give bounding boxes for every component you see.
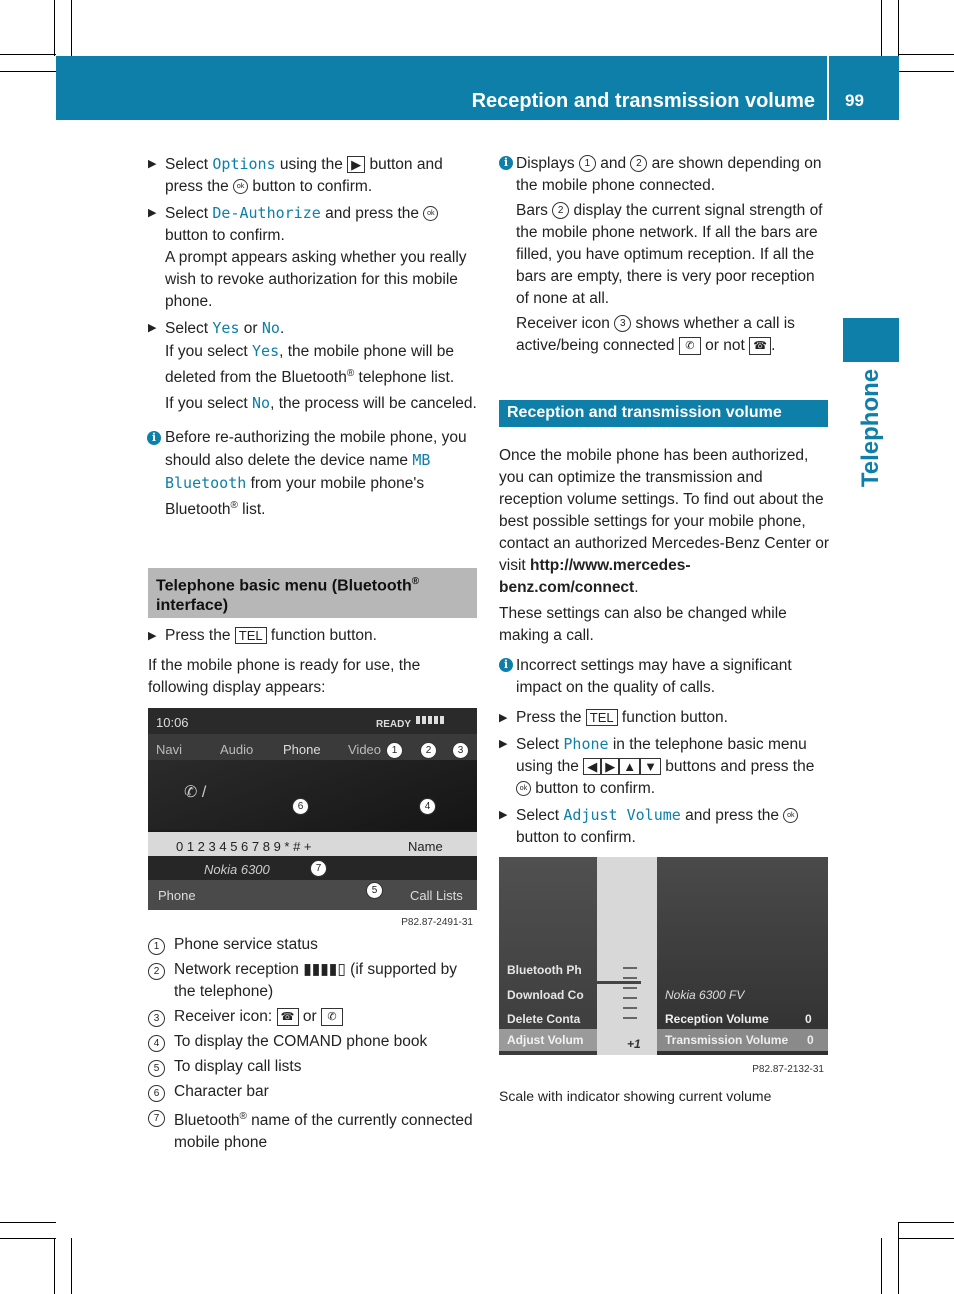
crop-mark: [71, 1238, 72, 1294]
crop-mark: [898, 1222, 899, 1294]
crop-mark: [54, 1238, 55, 1294]
info-icon: i: [499, 658, 513, 672]
display-screenshot-phone: [148, 708, 477, 928]
play-key-icon: ▶: [347, 156, 365, 173]
step-press-tel: ▶ Press the TEL function button.: [148, 627, 377, 644]
legend-list: [148, 934, 478, 1157]
page-header: [56, 56, 899, 120]
image-reference: P82.87-2132-31: [752, 1064, 824, 1075]
header-divider: [827, 56, 829, 120]
crop-mark: [898, 54, 954, 55]
callout-6: 6: [292, 798, 309, 815]
signal-bars: [416, 716, 446, 724]
character-bar[interactable]: 0 1 2 3 4 5 6 7 8 9 * # +: [176, 839, 312, 854]
menu-item-navi[interactable]: Navi: [156, 742, 183, 757]
callout-5: 5: [366, 882, 383, 899]
yes-result: If you select Yes, the mobile phone will be deleted from the Bluetooth® telephone list.: [165, 342, 455, 387]
callout-3: 3: [452, 742, 469, 759]
clock: 10:06: [156, 715, 189, 730]
receiver-on-icon: ✆: [679, 337, 701, 355]
info-note: i Before re-authorizing the mobile phone, you should also delete the device name MB Bluetooth from your mobile phone's Bluetooth® list.: [148, 427, 478, 521]
ready-status: READY: [376, 719, 412, 730]
name-button[interactable]: Name: [408, 839, 443, 854]
step-select-yes-no: ▶ Select Yes or No. If you select Yes, the mobile phone will be deleted from the Bluetooth® telephone list. If you select No, the process will be canceled.: [148, 317, 478, 415]
menu-item-download[interactable]: Download Co: [507, 988, 584, 1002]
crop-mark: [898, 1222, 954, 1223]
info-icon: i: [147, 431, 161, 445]
legend-item: 1 Phone service status: [148, 934, 478, 956]
chapter-label: Telephone: [857, 368, 884, 488]
chapter-tab: [843, 318, 899, 362]
right-column-lower: [499, 445, 829, 853]
receiver-icon: ✆ /: [184, 784, 207, 801]
callout-4: 4: [419, 798, 436, 815]
step-select-options: ▶ Select Options using the ▶ button and press the ok button to confirm.: [148, 155, 443, 195]
menu-item-bluetooth[interactable]: Bluetooth Ph: [507, 963, 582, 977]
bluetooth-phone-name: Nokia 6300: [204, 862, 270, 877]
legend-item: 4 To display the COMAND phone book: [148, 1031, 478, 1053]
step-select-phone: ▶ Select Phone in the telephone basic menu using the ◀ ▶ ▲ ▼ buttons and press the ok button to confirm.: [499, 735, 815, 797]
volume-note: These settings can also be changed while making a call.: [499, 605, 787, 644]
left-key-icon: ◀: [583, 758, 601, 775]
prompt-note: A prompt appears asking whether you really wish to revoke authorization for this mobile phone.: [165, 249, 467, 310]
bars-paragraph: Bars 2 display the current signal strength of the mobile phone network. If all the bars are filled, you have optimum reception. If all the bars are empty, there is very poor reception of none at all.: [516, 202, 823, 307]
volume-intro: Once the mobile phone has been authorized, you can optimize the transmission and reception volume settings. To find out about the best possible settings for your mobile phone, contact an authorized Mercedes-Benz Center or visit http://www.mercedes-benz.com/connect.: [499, 447, 829, 596]
ok-button-icon: ok: [423, 206, 438, 221]
menu-item-adjust-volume[interactable]: Adjust Volum: [499, 1029, 597, 1051]
volume-indicator: [597, 981, 641, 984]
legend-item: 6 Character bar: [148, 1081, 478, 1103]
left-column: [148, 153, 478, 521]
legend-item: 7 Bluetooth® name of the currently connected mobile phone: [148, 1106, 478, 1154]
right-column: [499, 153, 829, 357]
up-key-icon: ▲: [619, 758, 640, 775]
callout-1: 1: [386, 742, 403, 759]
menu-item-phone[interactable]: Phone: [283, 742, 321, 757]
crop-mark: [0, 54, 56, 55]
volume-scale-value: +1: [627, 1037, 641, 1051]
page-title: Reception and transmission volume: [471, 90, 815, 112]
down-key-icon: ▼: [640, 758, 661, 775]
ok-button-icon: ok: [783, 808, 798, 823]
crop-mark: [0, 1222, 56, 1223]
info-note-settings: i Incorrect settings may have a significant impact on the quality of calls.: [499, 655, 829, 699]
receiver-paragraph: Receiver icon 3 shows whether a call is active/being connected ✆ or not ☎ .: [516, 315, 795, 354]
phone-softkey[interactable]: Phone: [158, 888, 196, 903]
crop-mark: [898, 0, 899, 56]
page-number: 99: [845, 91, 864, 110]
callout-7: 7: [310, 860, 327, 877]
crop-mark: [54, 0, 55, 56]
no-result: If you select No, the process will be canceled.: [165, 394, 477, 413]
section-heading-basic-menu: Telephone basic menu (Bluetooth® interface): [148, 568, 477, 618]
crop-mark: [898, 71, 954, 72]
tel-key-icon: TEL: [586, 709, 618, 726]
step-select-deauthorize: ▶ Select De-Authorize and press the ok button to confirm. A prompt appears asking whether you really wish to revoke authorization for this mobile phone.: [148, 202, 478, 313]
right-key-icon: ▶: [601, 758, 619, 775]
reception-volume-value: 0: [805, 1012, 812, 1026]
crop-mark: [881, 1238, 882, 1294]
call-lists-softkey[interactable]: Call Lists: [410, 888, 463, 903]
section-heading-volume: Reception and transmission volume: [499, 400, 828, 427]
receiver-off-icon: ☎: [277, 1008, 299, 1026]
transmission-volume-label[interactable]: Transmission Volume: [657, 1029, 828, 1051]
step-adjust-volume: ▶ Select Adjust Volume and press the ok button to confirm.: [499, 804, 829, 849]
reception-volume-label[interactable]: Reception Volume: [665, 1012, 769, 1026]
crop-mark: [0, 1238, 56, 1239]
menu-item-video[interactable]: Video: [348, 742, 382, 757]
image-reference: P82.87-2491-31: [401, 917, 473, 928]
legend-item: 2 Network reception ▮▮▮▮▯ (if supported by the telephone): [148, 959, 478, 1003]
legend-item: 3 Receiver icon: ☎ or ✆: [148, 1006, 478, 1028]
receiver-on-icon: ✆: [321, 1008, 343, 1026]
info-icon: i: [499, 156, 513, 170]
phone-name: Nokia 6300 FV: [665, 988, 745, 1002]
display-screenshot-volume: [499, 857, 828, 1077]
step-press-tel: ▶ Press the TEL function button.: [499, 709, 728, 726]
receiver-off-icon: ☎: [749, 337, 771, 355]
menu-item-delete[interactable]: Delete Conta: [507, 1012, 581, 1026]
crop-mark: [898, 1238, 954, 1239]
callout-2: 2: [420, 742, 437, 759]
volume-scale: [623, 967, 637, 1027]
ok-button-icon: ok: [516, 781, 531, 796]
tel-key-icon: TEL: [235, 627, 267, 644]
legend-item: 5 To display call lists: [148, 1056, 478, 1078]
menu-item-audio[interactable]: Audio: [220, 742, 254, 757]
left-column-lower: [148, 625, 478, 699]
figure-caption: Scale with indicator showing current volume: [499, 1088, 772, 1104]
transmission-volume-value: 0: [807, 1033, 814, 1047]
crop-mark: [881, 0, 882, 56]
ok-button-icon: ok: [233, 179, 248, 194]
info-note-displays: i Displays 1 and 2 are shown depending on the mobile phone connected. Bars 2 display the current signal strength of the mobile phone network. If all the bars are filled, you have optimum reception. If all the bars are empty, there is very poor reception of none at all. Receiver icon 3 shows whether a call is active/being connected ✆ or not ☎ .: [499, 153, 829, 357]
crop-mark: [0, 71, 56, 72]
intro-paragraph: If the mobile phone is ready for use, the following display appears:: [148, 657, 421, 696]
crop-mark: [71, 0, 72, 56]
